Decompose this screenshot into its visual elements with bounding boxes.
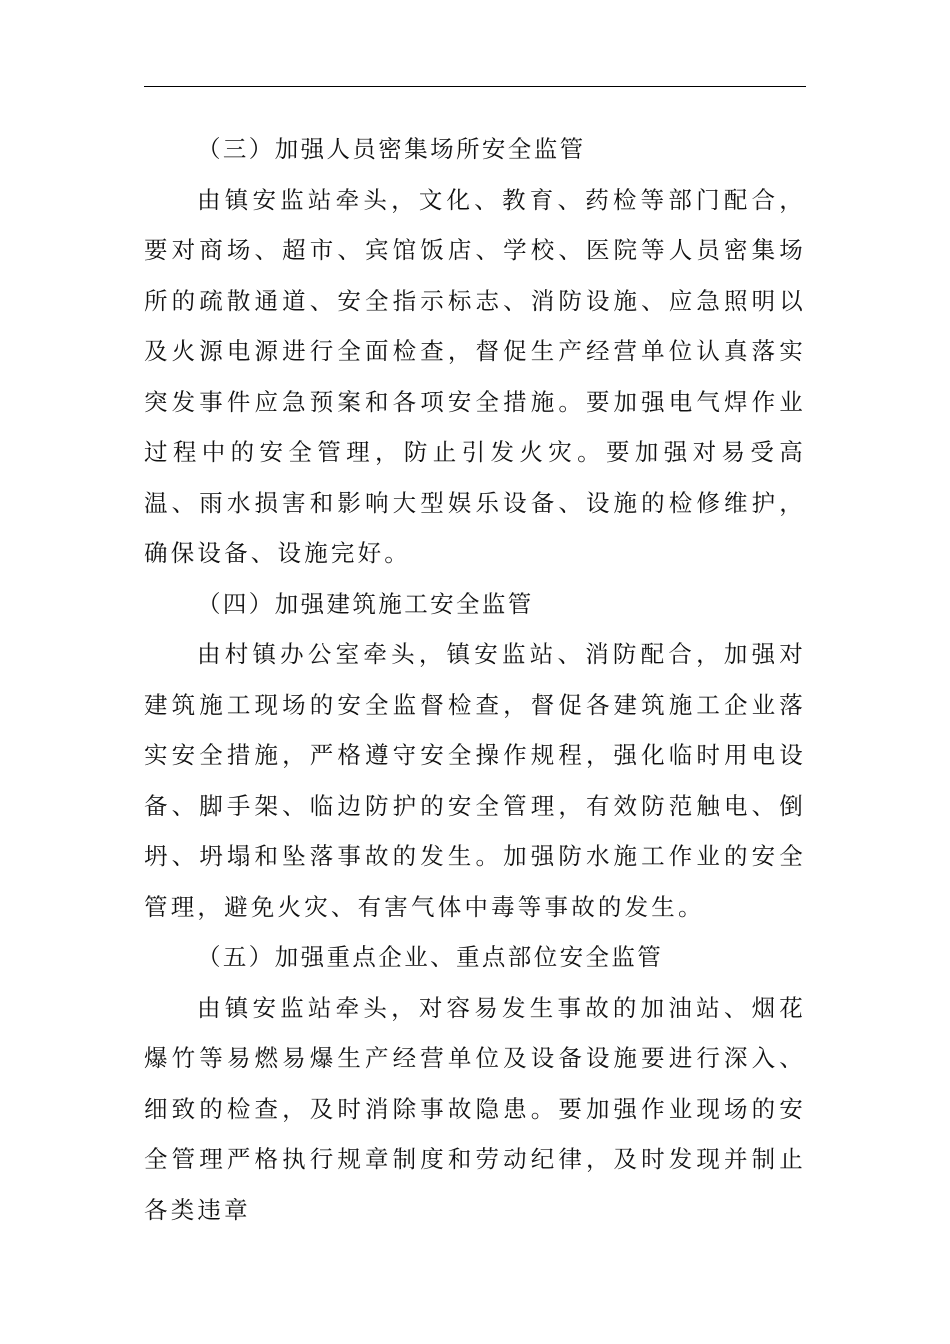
- document-body: [144, 124, 806, 1235]
- section-heading-3: （三）加强人员密集场所安全监管: [197, 135, 586, 163]
- section-heading-4: （四）加强建筑施工安全监管: [197, 589, 534, 618]
- header-rule: [144, 86, 806, 87]
- section-body-4: 由村镇办公室牵头，镇安监站、消防配合，加强对建筑施工现场的安全监督检查，督促各建筑施工企业落实安全措施，严格遵守安全操作规程，强化临时用电设备、脚手架、临边防护的安全管理，有效防范触电、倒坍、坍塌和坠落事故的发生。加强防水施工作业的安全管理，避免火灾、有害气体中毒等事故的发生。: [144, 640, 806, 921]
- section-body-5: 由镇安监站牵头，对容易发生事故的加油站、烟花爆竹等易燃易爆生产经营单位及设备设施要进行深入、细致的检查，及时消除事故隐患。要加强作业现场的安全管理严格执行规章制度和劳动纪律，及时发现并制止各类违章: [144, 993, 806, 1224]
- section-body-3: 由镇安监站牵头，文化、教育、药检等部门配合，要对商场、超市、宾馆饭店、学校、医院等人员密集场所的疏散通道、安全指示标志、消防设施、应急照明以及火源电源进行全面检查，督促生产经营单位认真落实突发事件应急预案和各项安全措施。要加强电气焊作业过程中的安全管理，防止引发火灾。要加强对易受高温、雨水损害和影响大型娱乐设备、设施的检修维护，确保设备、设施完好。: [144, 185, 806, 567]
- section-heading-5: （五）加强重点企业、重点部位安全监管: [197, 943, 664, 971]
